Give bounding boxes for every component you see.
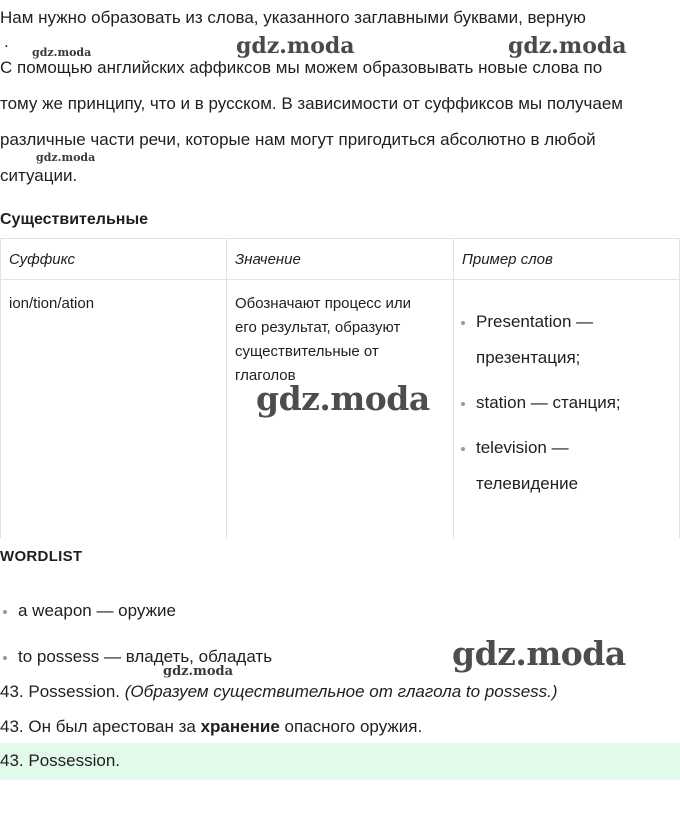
list-item: • television — телевидение	[476, 430, 679, 502]
table-header-suffix: Суффикс	[1, 239, 227, 280]
intro-line-4: различные части речи, которые нам могут пригодиться абсолютно в любой	[0, 130, 596, 149]
table-header-examples: Пример слов	[454, 239, 680, 280]
watermark-logo: gdz.moda	[236, 33, 355, 59]
final-answer: 43. Possession.	[0, 751, 121, 770]
list-item: • Presentation — презентация;	[476, 304, 679, 376]
list-item: • a weapon — оружие	[18, 598, 272, 644]
examples-list	[454, 304, 679, 502]
watermark-logo: gdz.moda	[508, 33, 627, 59]
table-cell-examples	[454, 280, 680, 539]
watermark-logo: gdz.moda	[36, 151, 96, 164]
table-cell-meaning: Обозначают процесс или его результат, образуют существительные от глаголов	[227, 280, 454, 539]
watermark-logo: gdz.moda	[32, 46, 92, 59]
answer-line: 43. Possession. (Образуем существительное от глагола to possess.)	[0, 682, 558, 701]
watermark-logo: gdz.moda	[163, 664, 234, 679]
table-cell-suffix: ion/tion/ation	[1, 280, 227, 539]
translation-line: 43. Он был арестован за хранение опасного оружия.	[0, 717, 423, 736]
intro-line-5: ситуации.	[0, 166, 78, 185]
answer-note: (Образуем существительное от глагола to possess.)	[124, 682, 558, 701]
list-item: • to possess — владеть, обладать	[18, 644, 272, 690]
list-item: • station — станция;	[476, 385, 679, 421]
wordlist-title: WORDLIST	[0, 548, 83, 565]
intro-line-2: С помощью английских аффиксов мы можем образовывать новые слова по	[0, 58, 603, 77]
table-header-meaning: Значение	[227, 239, 454, 280]
watermark-logo: gdz.moda	[256, 379, 430, 418]
final-answer-box	[0, 743, 680, 780]
intro-line-1: Нам нужно образовать из слова, указанного заглавными буквами, верную	[0, 8, 586, 27]
intro-line-3: тому же принципу, что и в русском. В зависимости от суффиксов мы получаем	[0, 94, 623, 113]
intro-line-1-tail: .	[4, 32, 9, 51]
watermark-logo: gdz.moda	[452, 634, 626, 673]
highlighted-word: хранение	[200, 717, 280, 736]
section-heading-nouns: Существительные	[0, 211, 149, 228]
